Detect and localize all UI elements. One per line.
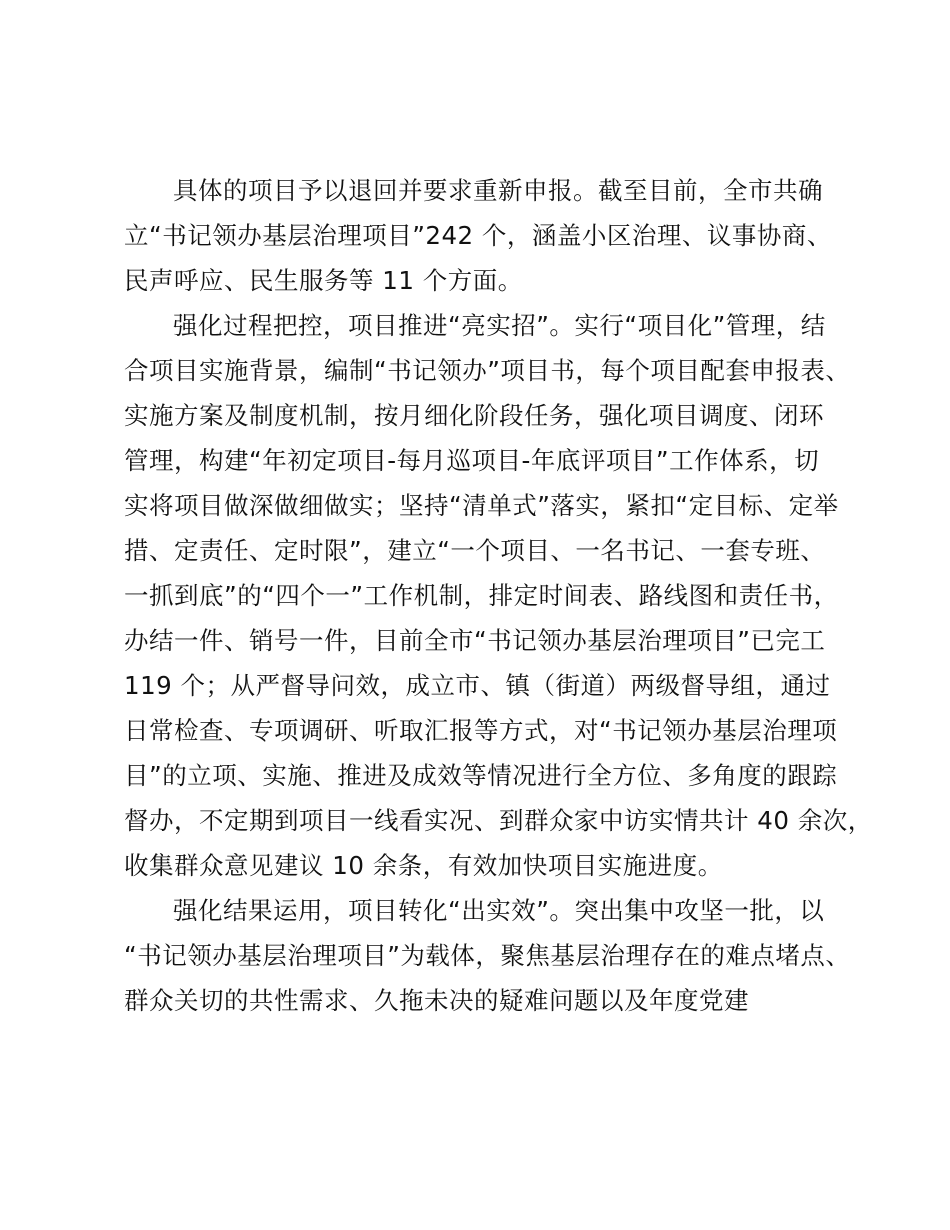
- text-line: 收集群众意见建议 10 余条，有效加快项目实施进度。: [124, 851, 723, 880]
- text-line: 督办，不定期到项目一线看实况、到群众家中访实情共计 40 余次，: [124, 806, 873, 835]
- text-line: 日常检查、专项调研、听取汇报等方式，对“书记领办基层治理项: [124, 716, 838, 745]
- text-line: 119 个；从严督导问效，成立市、镇（街道）两级督导组，通过: [124, 671, 831, 700]
- text-line: 强化结果运用，项目转化“出实效”。突出集中攻坚一批，以: [173, 896, 825, 925]
- text-line: 一抓到底”的“四个一”工作机制，排定时间表、路线图和责任书，: [124, 581, 839, 610]
- text-line: 目”的立项、实施、推进及成效等情况进行全方位、多角度的跟踪: [124, 761, 838, 790]
- text-line: 民声呼应、民生服务等 11 个方面。: [124, 266, 523, 295]
- text-line: 办结一件、销号一件，目前全市“书记领办基层治理项目”已完工: [124, 626, 826, 655]
- text-line: 具体的项目予以退回并要求重新申报。截至目前，全市共确: [173, 176, 823, 205]
- text-line: 合项目实施背景，编制“书记领办”项目书，每个项目配套申报表、: [124, 356, 851, 385]
- text-line: “书记领办基层治理项目”为载体，聚焦基层治理存在的难点堵点、: [124, 941, 851, 970]
- text-line: 群众关切的共性需求、久拖未决的疑难问题以及年度党建: [124, 986, 749, 1015]
- text-line: 实将项目做深做细做实；坚持“清单式”落实，紧扣“定目标、定举: [124, 491, 839, 520]
- text-line: 管理，构建“年初定项目-每月巡项目-年底评项目”工作体系，切: [124, 446, 820, 475]
- text-line: 措、定责任、定时限”，建立“一个项目、一名书记、一套专班、: [124, 536, 826, 565]
- body-text: [124, 168, 873, 1023]
- text-line: 立“书记领办基层治理项目”242 个，涵盖小区治理、议事协商、: [124, 221, 832, 250]
- text-line: 实施方案及制度机制，按月细化阶段任务，强化项目调度、闭环: [124, 401, 824, 430]
- text-line: 强化过程把控，项目推进“亮实招”。实行“项目化”管理，结: [173, 311, 826, 340]
